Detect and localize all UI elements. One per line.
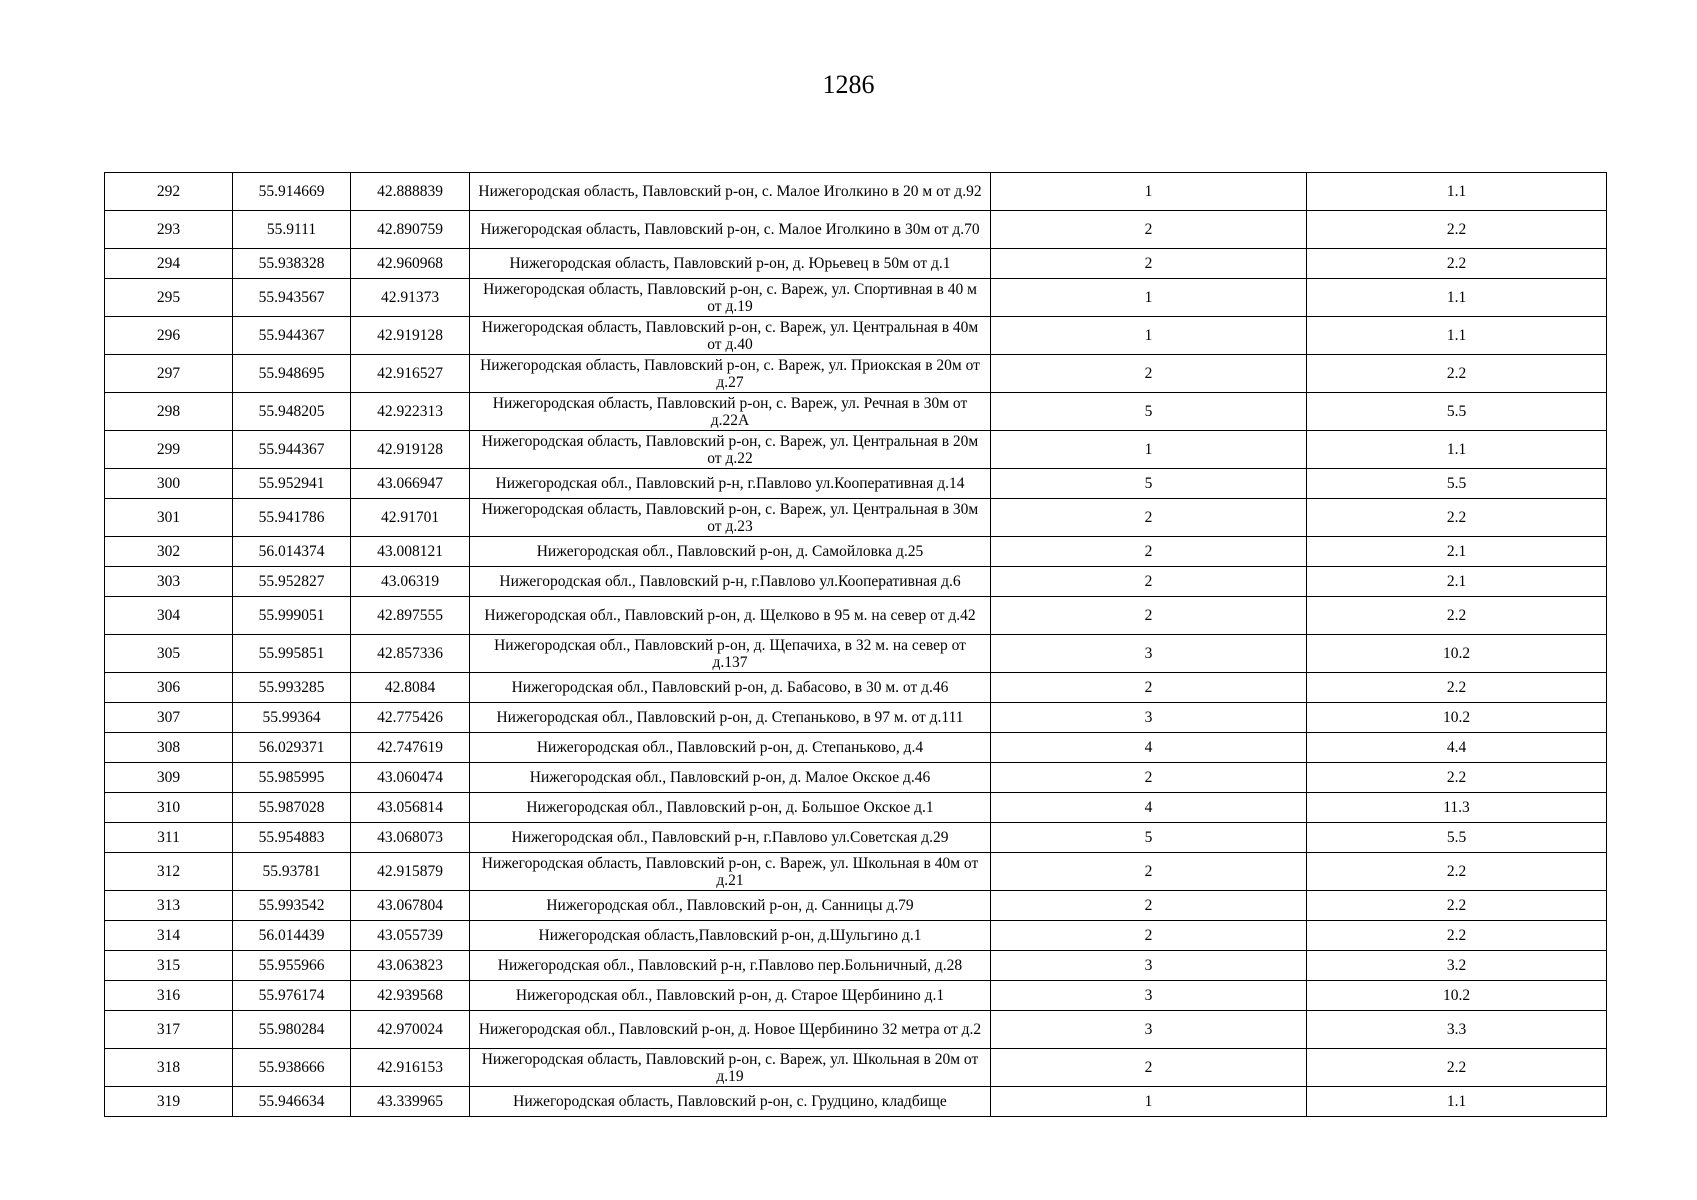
- longitude-cell: 43.066947: [351, 469, 470, 499]
- container-volume-cell: 5.5: [1307, 393, 1607, 431]
- row-number-cell: 312: [105, 853, 233, 891]
- container-volume-cell: 2.2: [1307, 1049, 1607, 1087]
- address-cell: Нижегородская область, Павловский р-он, с. Вареж, ул. Приокская в 20м от д.27: [470, 355, 991, 393]
- table-row: [105, 499, 1607, 537]
- longitude-cell: 42.970024: [351, 1011, 470, 1049]
- table-row: [105, 211, 1607, 249]
- address-cell: Нижегородская обл., Павловский р-н, г.Павлово ул.Советская д.29: [470, 823, 991, 853]
- row-number-cell: 293: [105, 211, 233, 249]
- row-number-cell: 307: [105, 703, 233, 733]
- table-row: [105, 921, 1607, 951]
- latitude-cell: 55.938666: [233, 1049, 351, 1087]
- table-row: [105, 763, 1607, 793]
- latitude-cell: 55.948205: [233, 393, 351, 431]
- table-row: [105, 393, 1607, 431]
- container-count-cell: 2: [991, 211, 1307, 249]
- row-number-cell: 311: [105, 823, 233, 853]
- container-volume-cell: 1.1: [1307, 1087, 1607, 1117]
- container-count-cell: 2: [991, 921, 1307, 951]
- latitude-cell: 55.93781: [233, 853, 351, 891]
- container-volume-cell: 2.1: [1307, 537, 1607, 567]
- table-row: [105, 733, 1607, 763]
- page-number: 1286: [822, 70, 875, 99]
- container-count-cell: 4: [991, 793, 1307, 823]
- container-volume-cell: 2.2: [1307, 355, 1607, 393]
- latitude-cell: 55.941786: [233, 499, 351, 537]
- latitude-cell: 55.9111: [233, 211, 351, 249]
- row-number-cell: 317: [105, 1011, 233, 1049]
- address-cell: Нижегородская область, Павловский р-он, с. Малое Иголкино в 20 м от д.92: [470, 173, 991, 211]
- address-cell: Нижегородская область, Павловский р-он, с. Грудцино, кладбище: [470, 1087, 991, 1117]
- longitude-cell: 42.960968: [351, 249, 470, 279]
- longitude-cell: 42.919128: [351, 317, 470, 355]
- row-number-cell: 300: [105, 469, 233, 499]
- longitude-cell: 43.339965: [351, 1087, 470, 1117]
- longitude-cell: 42.916153: [351, 1049, 470, 1087]
- container-volume-cell: 2.2: [1307, 499, 1607, 537]
- table-row: [105, 567, 1607, 597]
- row-number-cell: 315: [105, 951, 233, 981]
- row-number-cell: 292: [105, 173, 233, 211]
- address-cell: Нижегородская обл., Павловский р-он, д. Новое Щербинино 32 метра от д.2: [470, 1011, 991, 1049]
- address-cell: Нижегородская обл., Павловский р-он, д. Малое Окское д.46: [470, 763, 991, 793]
- container-count-cell: 5: [991, 823, 1307, 853]
- row-number-cell: 316: [105, 981, 233, 1011]
- address-cell: Нижегородская обл., Павловский р-он, д. Бабасово, в 30 м. от д.46: [470, 673, 991, 703]
- address-cell: Нижегородская область, Павловский р-он, д. Юрьевец в 50м от д.1: [470, 249, 991, 279]
- row-number-cell: 306: [105, 673, 233, 703]
- container-volume-cell: 2.2: [1307, 891, 1607, 921]
- latitude-cell: 56.014374: [233, 537, 351, 567]
- row-number-cell: 309: [105, 763, 233, 793]
- longitude-cell: 42.857336: [351, 635, 470, 673]
- latitude-cell: 55.914669: [233, 173, 351, 211]
- latitude-cell: 55.952827: [233, 567, 351, 597]
- longitude-cell: 42.915879: [351, 853, 470, 891]
- container-count-cell: 1: [991, 279, 1307, 317]
- container-volume-cell: 2.2: [1307, 597, 1607, 635]
- address-cell: Нижегородская обл., Павловский р-он, д. Щепачиха, в 32 м. на север от д.137: [470, 635, 991, 673]
- latitude-cell: 55.993542: [233, 891, 351, 921]
- container-volume-cell: 1.1: [1307, 317, 1607, 355]
- table-row: [105, 823, 1607, 853]
- row-number-cell: 308: [105, 733, 233, 763]
- table-row: [105, 355, 1607, 393]
- longitude-cell: 42.91701: [351, 499, 470, 537]
- table-row: [105, 469, 1607, 499]
- address-cell: Нижегородская обл., Павловский р-он, д. Большое Окское д.1: [470, 793, 991, 823]
- row-number-cell: 313: [105, 891, 233, 921]
- container-count-cell: 3: [991, 703, 1307, 733]
- table-row: [105, 431, 1607, 469]
- address-cell: Нижегородская область, Павловский р-он, с. Вареж, ул. Центральная в 40м от д.40: [470, 317, 991, 355]
- address-cell: Нижегородская область, Павловский р-он, с. Вареж, ул. Школьная в 40м от д.21: [470, 853, 991, 891]
- container-count-cell: 2: [991, 853, 1307, 891]
- latitude-cell: 55.980284: [233, 1011, 351, 1049]
- longitude-cell: 42.8084: [351, 673, 470, 703]
- container-count-cell: 5: [991, 469, 1307, 499]
- longitude-cell: 43.060474: [351, 763, 470, 793]
- container-count-cell: 5: [991, 393, 1307, 431]
- row-number-cell: 299: [105, 431, 233, 469]
- longitude-cell: 43.055739: [351, 921, 470, 951]
- container-count-cell: 2: [991, 763, 1307, 793]
- container-sites-table: [104, 172, 1607, 1117]
- latitude-cell: 55.944367: [233, 317, 351, 355]
- latitude-cell: 55.976174: [233, 981, 351, 1011]
- latitude-cell: 55.948695: [233, 355, 351, 393]
- latitude-cell: 55.944367: [233, 431, 351, 469]
- latitude-cell: 55.985995: [233, 763, 351, 793]
- latitude-cell: 55.999051: [233, 597, 351, 635]
- table-row: [105, 673, 1607, 703]
- container-count-cell: 1: [991, 1087, 1307, 1117]
- container-volume-cell: 1.1: [1307, 173, 1607, 211]
- table-row: [105, 537, 1607, 567]
- row-number-cell: 301: [105, 499, 233, 537]
- row-number-cell: 314: [105, 921, 233, 951]
- container-count-cell: 2: [991, 537, 1307, 567]
- latitude-cell: 56.014439: [233, 921, 351, 951]
- longitude-cell: 42.91373: [351, 279, 470, 317]
- table-row: [105, 853, 1607, 891]
- longitude-cell: 42.897555: [351, 597, 470, 635]
- container-volume-cell: 2.2: [1307, 921, 1607, 951]
- longitude-cell: 42.922313: [351, 393, 470, 431]
- container-count-cell: 2: [991, 1049, 1307, 1087]
- latitude-cell: 55.995851: [233, 635, 351, 673]
- container-count-cell: 3: [991, 951, 1307, 981]
- latitude-cell: 55.954883: [233, 823, 351, 853]
- container-count-cell: 2: [991, 355, 1307, 393]
- container-count-cell: 3: [991, 635, 1307, 673]
- table-row: [105, 635, 1607, 673]
- container-count-cell: 3: [991, 1011, 1307, 1049]
- container-volume-cell: 4.4: [1307, 733, 1607, 763]
- latitude-cell: 55.938328: [233, 249, 351, 279]
- address-cell: Нижегородская область, Павловский р-он, с. Малое Иголкино в 30м от д.70: [470, 211, 991, 249]
- table-row: [105, 317, 1607, 355]
- address-cell: Нижегородская обл., Павловский р-он, д. Степаньково, в 97 м. от д.111: [470, 703, 991, 733]
- table-body: [105, 173, 1607, 1117]
- address-cell: Нижегородская обл., Павловский р-он, д. Щелково в 95 м. на север от д.42: [470, 597, 991, 635]
- address-cell: Нижегородская область, Павловский р-он, с. Вареж, ул. Речная в 30м от д.22А: [470, 393, 991, 431]
- address-cell: Нижегородская обл., Павловский р-он, д. Старое Щербинино д.1: [470, 981, 991, 1011]
- row-number-cell: 296: [105, 317, 233, 355]
- container-volume-cell: 5.5: [1307, 469, 1607, 499]
- row-number-cell: 294: [105, 249, 233, 279]
- row-number-cell: 304: [105, 597, 233, 635]
- row-number-cell: 318: [105, 1049, 233, 1087]
- longitude-cell: 43.067804: [351, 891, 470, 921]
- container-count-cell: 2: [991, 499, 1307, 537]
- container-volume-cell: 10.2: [1307, 635, 1607, 673]
- table-row: [105, 981, 1607, 1011]
- longitude-cell: 42.747619: [351, 733, 470, 763]
- longitude-cell: 43.063823: [351, 951, 470, 981]
- latitude-cell: 55.952941: [233, 469, 351, 499]
- container-volume-cell: 11.3: [1307, 793, 1607, 823]
- container-count-cell: 3: [991, 981, 1307, 1011]
- address-cell: Нижегородская обл., Павловский р-он, д. Степаньково, д.4: [470, 733, 991, 763]
- container-count-cell: 1: [991, 431, 1307, 469]
- container-volume-cell: 2.2: [1307, 673, 1607, 703]
- container-count-cell: 1: [991, 173, 1307, 211]
- container-volume-cell: 1.1: [1307, 279, 1607, 317]
- container-count-cell: 2: [991, 891, 1307, 921]
- container-volume-cell: 2.2: [1307, 211, 1607, 249]
- table-row: [105, 1049, 1607, 1087]
- address-cell: Нижегородская область, Павловский р-он, с. Вареж, ул. Школьная в 20м от д.19: [470, 1049, 991, 1087]
- container-volume-cell: 3.3: [1307, 1011, 1607, 1049]
- latitude-cell: 55.987028: [233, 793, 351, 823]
- container-count-cell: 1: [991, 317, 1307, 355]
- row-number-cell: 305: [105, 635, 233, 673]
- container-volume-cell: 2.2: [1307, 853, 1607, 891]
- container-volume-cell: 2.1: [1307, 567, 1607, 597]
- container-count-cell: 4: [991, 733, 1307, 763]
- latitude-cell: 55.955966: [233, 951, 351, 981]
- row-number-cell: 298: [105, 393, 233, 431]
- container-volume-cell: 10.2: [1307, 703, 1607, 733]
- container-volume-cell: 1.1: [1307, 431, 1607, 469]
- latitude-cell: 55.946634: [233, 1087, 351, 1117]
- row-number-cell: 319: [105, 1087, 233, 1117]
- address-cell: Нижегородская обл., Павловский р-он, д. Санницы д.79: [470, 891, 991, 921]
- address-cell: Нижегородская обл., Павловский р-он, д. Самойловка д.25: [470, 537, 991, 567]
- address-cell: Нижегородская обл., Павловский р-н, г.Павлово пер.Больничный, д.28: [470, 951, 991, 981]
- container-volume-cell: 2.2: [1307, 763, 1607, 793]
- longitude-cell: 43.056814: [351, 793, 470, 823]
- longitude-cell: 42.916527: [351, 355, 470, 393]
- row-number-cell: 303: [105, 567, 233, 597]
- table-row: [105, 173, 1607, 211]
- address-cell: Нижегородская область, Павловский р-он, с. Вареж, ул. Центральная в 20м от д.22: [470, 431, 991, 469]
- table-row: [105, 1011, 1607, 1049]
- address-cell: Нижегородская обл., Павловский р-н, г.Павлово ул.Кооперативная д.14: [470, 469, 991, 499]
- longitude-cell: 42.939568: [351, 981, 470, 1011]
- latitude-cell: 56.029371: [233, 733, 351, 763]
- longitude-cell: 42.890759: [351, 211, 470, 249]
- longitude-cell: 42.775426: [351, 703, 470, 733]
- container-count-cell: 2: [991, 597, 1307, 635]
- longitude-cell: 42.919128: [351, 431, 470, 469]
- table-row: [105, 891, 1607, 921]
- container-count-cell: 2: [991, 673, 1307, 703]
- address-cell: Нижегородская обл., Павловский р-н, г.Павлово ул.Кооперативная д.6: [470, 567, 991, 597]
- container-count-cell: 2: [991, 567, 1307, 597]
- table-row: [105, 793, 1607, 823]
- table-row: [105, 1087, 1607, 1117]
- row-number-cell: 310: [105, 793, 233, 823]
- container-count-cell: 2: [991, 249, 1307, 279]
- latitude-cell: 55.993285: [233, 673, 351, 703]
- table-row: [105, 951, 1607, 981]
- container-volume-cell: 10.2: [1307, 981, 1607, 1011]
- longitude-cell: 43.068073: [351, 823, 470, 853]
- longitude-cell: 43.008121: [351, 537, 470, 567]
- container-volume-cell: 5.5: [1307, 823, 1607, 853]
- address-cell: Нижегородская область,Павловский р-он, д.Шульгино д.1: [470, 921, 991, 951]
- address-cell: Нижегородская область, Павловский р-он, с. Вареж, ул. Центральная в 30м от д.23: [470, 499, 991, 537]
- address-cell: Нижегородская область, Павловский р-он, с. Вареж, ул. Спортивная в 40 м от д.19: [470, 279, 991, 317]
- container-volume-cell: 2.2: [1307, 249, 1607, 279]
- row-number-cell: 295: [105, 279, 233, 317]
- latitude-cell: 55.943567: [233, 279, 351, 317]
- table-row: [105, 597, 1607, 635]
- row-number-cell: 297: [105, 355, 233, 393]
- container-volume-cell: 3.2: [1307, 951, 1607, 981]
- longitude-cell: 43.06319: [351, 567, 470, 597]
- table-row: [105, 279, 1607, 317]
- table-row: [105, 703, 1607, 733]
- longitude-cell: 42.888839: [351, 173, 470, 211]
- row-number-cell: 302: [105, 537, 233, 567]
- table-row: [105, 249, 1607, 279]
- latitude-cell: 55.99364: [233, 703, 351, 733]
